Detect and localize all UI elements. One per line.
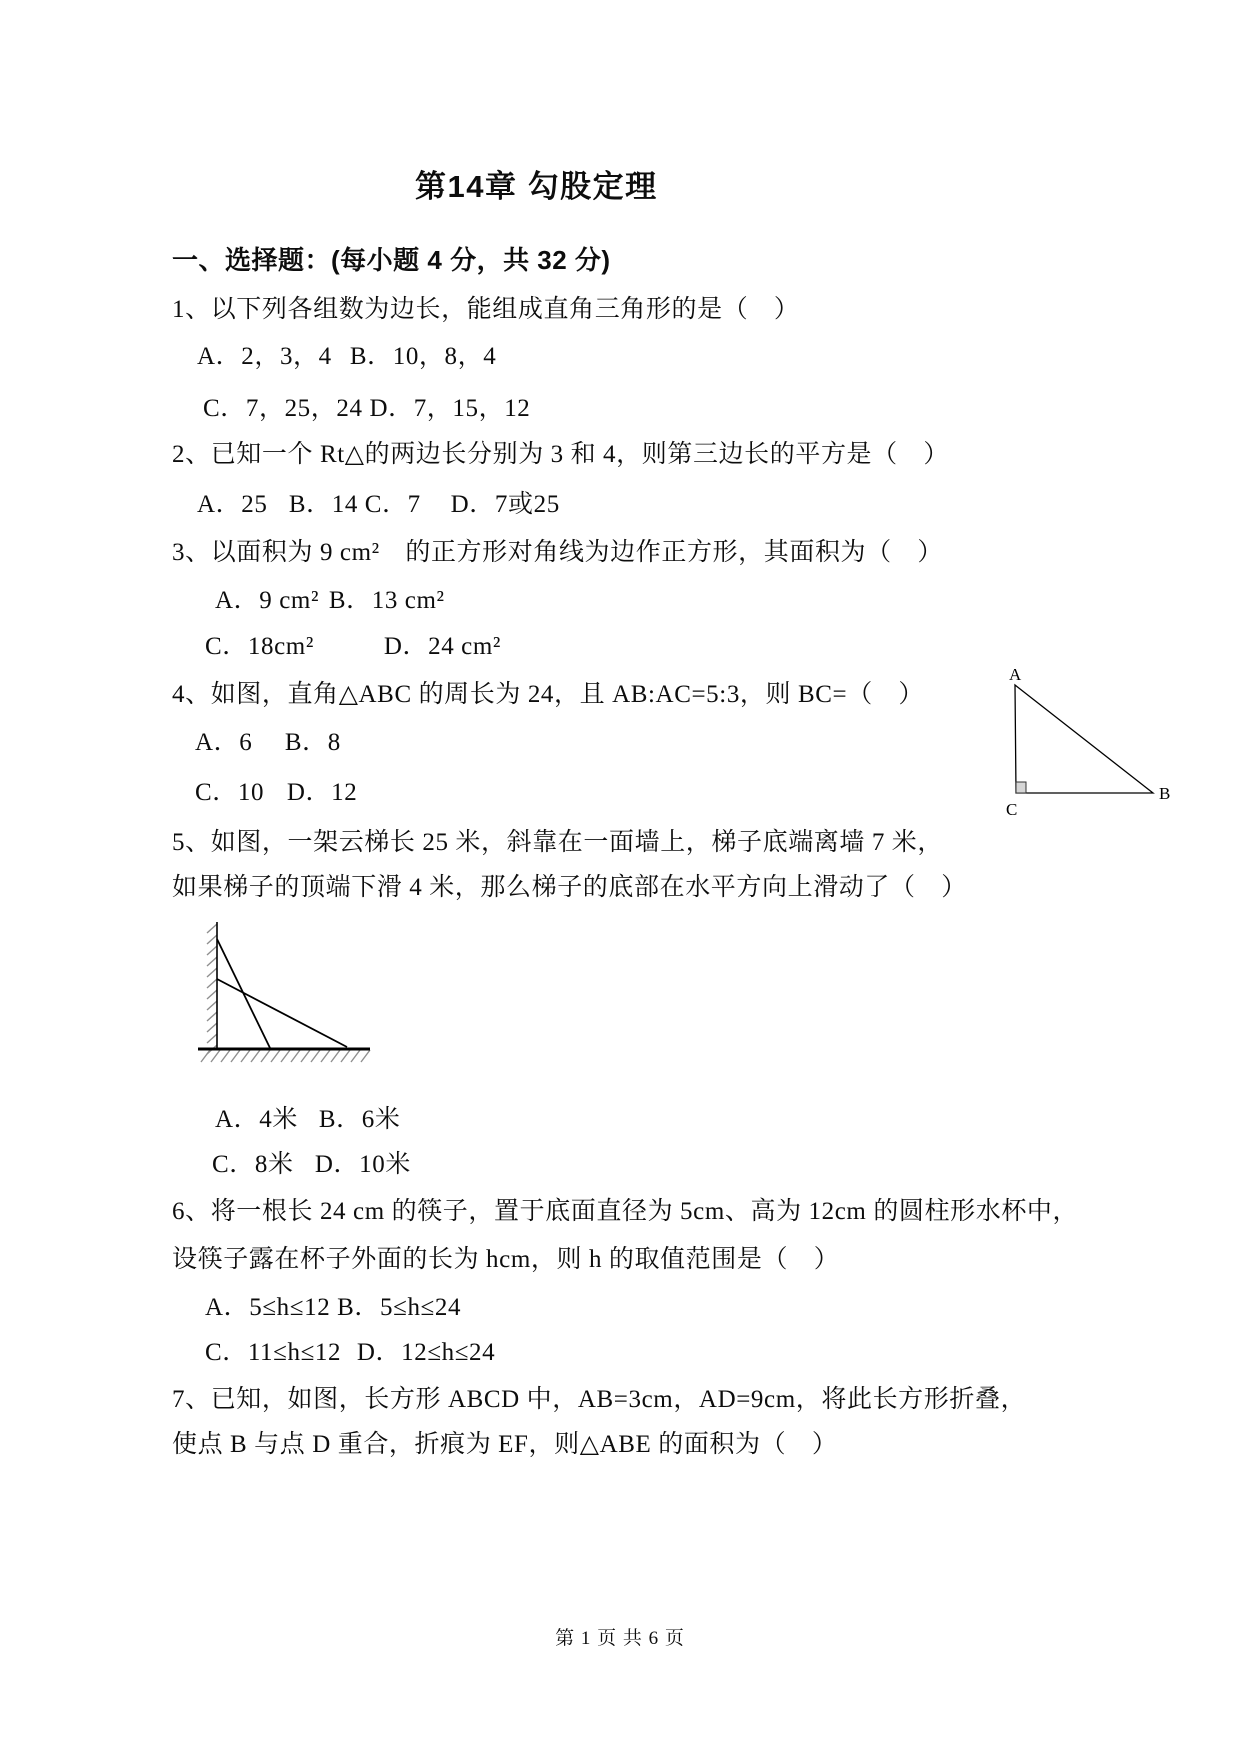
q2-options-row — [197, 490, 560, 520]
q4-option-c: C．10 — [195, 779, 265, 806]
section-heading: 一、选择题：(每小题 4 分，共 32 分) — [172, 245, 611, 275]
page-number-footer: 第 1 页 共 6 页 — [555, 1628, 685, 1649]
q4-options-row1 — [195, 728, 341, 758]
triangle-outline — [1015, 685, 1153, 793]
q2-option-b: B．14 — [288, 491, 358, 518]
right-angle-marker — [1016, 782, 1026, 793]
vertex-label-b: B — [1159, 784, 1171, 803]
q2-option-c: C．7 — [364, 491, 421, 518]
page-title: 第14章 勾股定理 — [415, 169, 658, 204]
q3-stem: 3、以面积为 9 cm² 的正方形对角线为边作正方形，其面积为（ ） — [172, 539, 943, 566]
q1-option-c: C．7，25，24 — [203, 395, 363, 422]
q3-option-b: B．13 cm² — [328, 587, 445, 614]
vertex-label-c: C — [1006, 800, 1018, 819]
ground-hatching — [201, 1050, 370, 1062]
q5-option-b: B．6米 — [318, 1106, 401, 1133]
q4-option-a: A．6 — [195, 729, 253, 756]
ladder-figure — [185, 915, 390, 1070]
q3-option-a: A．9 cm² — [215, 587, 320, 614]
q3-options-row2 — [205, 632, 501, 662]
q1-stem: 1、以下列各组数为边长，能组成直角三角形的是（ ） — [172, 296, 800, 323]
q6-option-b: B．5≤h≤24 — [337, 1294, 462, 1321]
q6-options-row1 — [205, 1293, 461, 1323]
q5-option-d: D．10米 — [314, 1151, 411, 1178]
q6-stem-line2: 设筷子露在杯子外面的长为 hcm，则 h 的取值范围是（ ） — [172, 1246, 840, 1273]
q4-stem: 4、如图，直角△ABC 的周长为 24，且 AB:AC=5:3，则 BC=（ ） — [172, 681, 925, 708]
q6-option-a: A．5≤h≤12 — [205, 1294, 331, 1321]
right-triangle-figure — [980, 660, 1200, 835]
q3-option-c: C．18cm² — [205, 633, 314, 660]
q3-option-d: D．24 cm² — [383, 633, 502, 660]
q5-options-row2 — [212, 1150, 411, 1180]
q5-stem-line2: 如果梯子的顶端下滑 4 米，那么梯子的底部在水平方向上滑动了（ ） — [172, 874, 967, 901]
q5-options-row1 — [215, 1105, 400, 1135]
q1-option-d: D．7，15，12 — [369, 395, 531, 422]
q3-options-row1 — [215, 586, 445, 616]
vertex-label-a: A — [1009, 665, 1022, 684]
q4-option-d: D．12 — [286, 779, 358, 806]
q7-stem-line1: 7、已知，如图，长方形 ABCD 中，AB=3cm，AD=9cm，将此长方形折叠， — [172, 1386, 1027, 1413]
q7-stem-line2: 使点 B 与点 D 重合，折痕为 EF，则△ABE 的面积为（ ） — [172, 1431, 838, 1458]
q6-options-row2 — [205, 1338, 495, 1368]
ladder-slipped-position-line — [217, 979, 347, 1047]
q5-stem-line1: 5、如图，一架云梯长 25 米，斜靠在一面墙上，梯子底端离墙 7 米， — [172, 829, 944, 856]
q2-stem: 2、已知一个 Rt△的两边长分别为 3 和 4，则第三边长的平方是（ ） — [172, 441, 949, 468]
q1-option-a: A．2，3，4 — [197, 343, 332, 370]
q1-options-row1 — [197, 342, 496, 372]
q5-option-a: A．4米 — [215, 1106, 298, 1133]
q2-option-a: A．25 — [197, 491, 268, 518]
q4-option-b: B．8 — [284, 729, 341, 756]
q6-option-d: D．12≤h≤24 — [356, 1339, 496, 1366]
q6-stem-line1: 6、将一根长 24 cm 的筷子，置于底面直径为 5cm、高为 12cm 的圆柱形水杯中， — [172, 1198, 1079, 1225]
q1-options-row2 — [203, 394, 530, 424]
q2-option-d: D．7或25 — [450, 491, 560, 518]
q4-options-row2 — [195, 778, 357, 808]
q6-option-c: C．11≤h≤12 — [205, 1339, 342, 1366]
q1-option-b: B．10，8，4 — [349, 343, 497, 370]
q5-option-c: C．8米 — [212, 1151, 294, 1178]
wall-hatching — [207, 924, 217, 1054]
